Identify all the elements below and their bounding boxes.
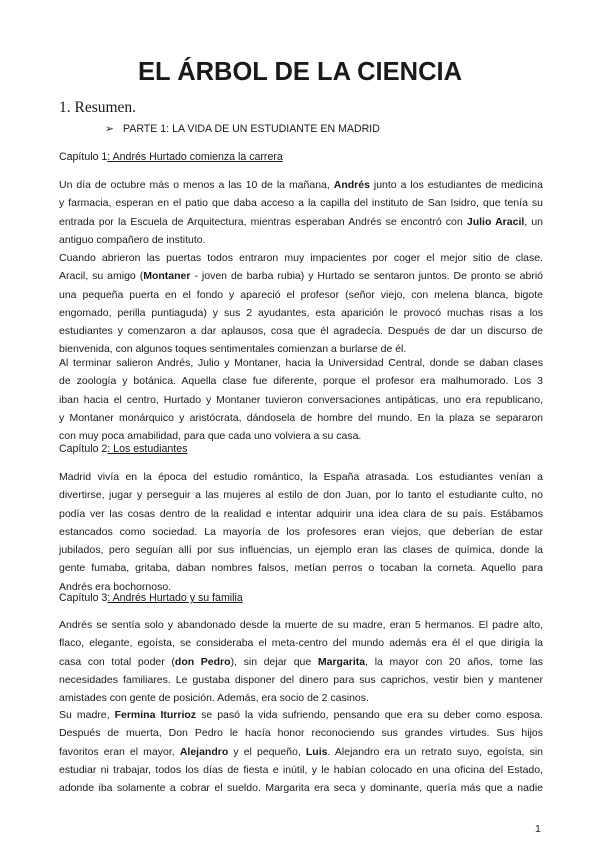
chapter-title: : Los estudiantes	[107, 443, 188, 455]
chapter-1-heading	[59, 151, 283, 163]
chapter-title: : Andrés Hurtado comienza la carrera	[107, 151, 283, 163]
character-name: Alejandro	[179, 745, 229, 758]
text-line: entrada por la Escuela de Arquitectura, mientras esperaban Andrés se encontró con Julio Aracil, un	[59, 215, 543, 228]
text-line: bienvenida, con algunos toques sentimentales comienzan a burlarse de él.	[59, 343, 407, 356]
character-name: Julio Aracil	[466, 215, 525, 228]
text-line: casa con total poder (don Pedro), sin dejar que Margarita, la mayor con 20 años, tome las	[59, 655, 543, 668]
arrow-bullet-icon: ➢	[105, 123, 114, 135]
text-line: Madrid vivía en la época del estudio romántico, la España atrasada. Los estudiantes venían a	[59, 471, 543, 483]
text-line: amistades con gente de posición. Además, era socio de 2 casinos.	[59, 692, 369, 705]
text-line: Aracil, su amigo (Montaner - joven de barba rubia) y Hurtado se sentaron juntos. De pronto se abrió	[59, 270, 543, 283]
text-line: gente fumaba, gritaba, daban nombres falsos, metían perros o tocaban la corneta. Aquello para	[59, 562, 543, 575]
text-line: una pequeña puerta en el fondo y apareció el profesor (señor viejo, con melena blanca, bigote	[59, 288, 543, 301]
chapter-2-heading	[59, 443, 187, 455]
section-heading: 1. Resumen.	[59, 99, 137, 116]
text-line: Al terminar salieron Andrés, Julio y Montaner, hacia la Universidad Central, donde se daban clases	[59, 357, 543, 369]
text-line: iban hacia el centro, Hurtado y Montaner tuvieron conversaciones antipáticas, uno era republicano,	[59, 393, 543, 406]
text-line: estudiar ni trabajar, todos los días de fiesta e inútil, y le habían colocado en una oficina del Estado,	[59, 763, 543, 776]
text-line: necesidades familiares. Le gustaba disponer del dinero para sus caprichos, vestir bien y mantener	[59, 673, 543, 686]
paragraph-1	[59, 176, 543, 249]
text-line: antiguo compañero de instituto.	[59, 233, 206, 246]
paragraph-4	[59, 468, 543, 596]
paragraph-2	[59, 249, 543, 359]
character-name: don Pedro	[174, 655, 231, 668]
text-line: Un día de octubre más o menos a las 10 de la mañana, Andrés junto a los estudiantes de medicina	[59, 179, 543, 191]
text-line: flaco, elegante, egoísta, se consideraba el meta-centro del mundo además era él el que dirigía la	[59, 637, 543, 650]
character-name: Margarita	[317, 655, 366, 668]
text-line: estudiantes y comenzaron a dar aplausos, cosa que él agradecía. Después de dar un discurso de	[59, 325, 543, 338]
text-line: jubilados, pero seguían allí por sus influencias, un ejemplo eran las clases de química, donde la	[59, 544, 543, 557]
text-line: y Montaner monárquico y aristócrata, dándosela de hombre del mundo. En la plaza se separaron	[59, 411, 543, 424]
paragraph-6	[59, 706, 543, 797]
part-bullet-text: PARTE 1: LA VIDA DE UN ESTUDIANTE EN MADRID	[123, 123, 380, 135]
text-line: estancados como sociedad. La mayoría de los profesores eran viejos, que deberían de estar	[59, 525, 543, 538]
text-line: Su madre, Fermina Iturrioz se pasó la vida sufriendo, pensando que era su deber como esposa.	[59, 709, 543, 721]
text-line: de zoología y botánica. Aquella clase fue diferente, porque el profesor era malhumorado. Los 3	[59, 375, 543, 388]
chapter-prefix: Capítulo 2	[59, 443, 108, 455]
paragraph-3	[59, 354, 543, 445]
text-line: adonde iba solamente a cobrar el sueldo. Margarita era seca y dominante, quería más que a nadie	[59, 782, 543, 795]
text-line: y farmacia, esperan en el patio que daba acceso a la capilla del instituto de San Isidro, que tenía su	[59, 197, 543, 210]
character-name: Montaner	[143, 270, 191, 283]
paragraph-5	[59, 616, 543, 707]
character-name: Andrés	[333, 179, 370, 191]
character-name: Fermina Iturrioz	[114, 709, 197, 721]
text-line: podía ver las cosas dentro de la realidad e intentar adquirir una idea clara de su país. Estábamos	[59, 507, 543, 520]
chapter-3-heading	[59, 592, 243, 604]
text-line: Después de muerta, Don Pedro le hacía honor reconociendo sus grandes virtudes. Sus hijos	[59, 727, 543, 740]
text-line: favoritos eran el mayor, Alejandro y el pequeño, Luis. Alejandro era un retrato suyo, egoísta, sin	[59, 745, 543, 758]
chapter-prefix: Capítulo 3	[59, 592, 108, 604]
text-line: Cuando abrieron las puertas todos entraron muy impacientes por coger el mejor sitio de clase.	[59, 252, 543, 264]
text-line: con muy poca amabilidad, para que cada uno volviera a su casa.	[59, 430, 362, 443]
text-line: Andrés era bochornoso.	[59, 580, 172, 593]
part-bullet	[105, 123, 380, 135]
text-line: engomado, perilla puntiaguda) y sus 2 ayudantes, esta aparición le provocó muchas risas a los	[59, 306, 543, 319]
text-line: divertirse, jugar y perseguir a las mujeres al estilo de don Juan, por lo tanto el estudiante culto, no	[59, 489, 543, 502]
character-name: Luis	[305, 745, 328, 758]
chapter-title: : Andrés Hurtado y su familia	[107, 592, 243, 604]
document-title: EL ÁRBOL DE LA CIENCIA	[138, 58, 462, 86]
page-number: 1	[535, 823, 541, 835]
text-line: Andrés se sentía solo y abandonado desde la muerte de su madre, eran 5 hermanos. El padre alto,	[59, 619, 543, 631]
chapter-prefix: Capítulo 1	[59, 151, 108, 163]
